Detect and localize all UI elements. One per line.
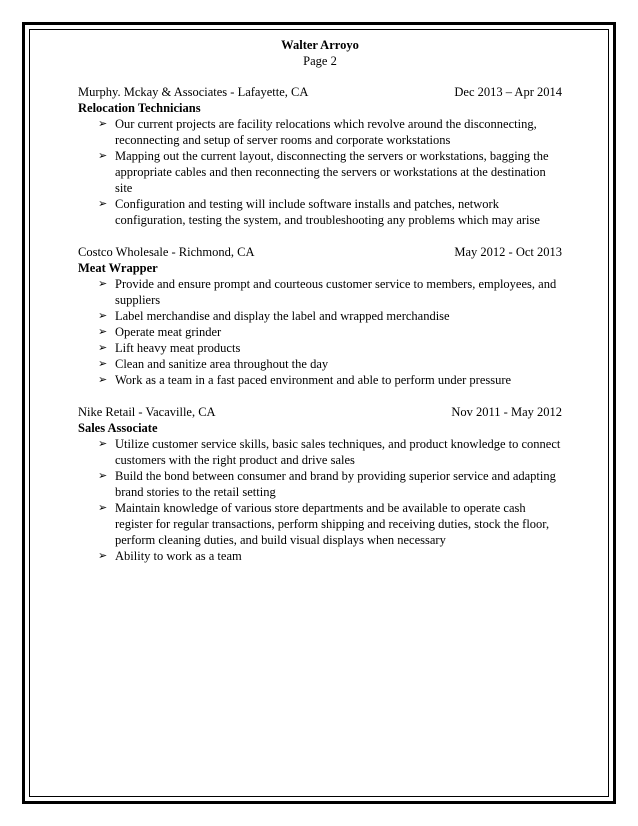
job-duties-list: [78, 116, 562, 228]
arrowhead-bullet-icon: ➢: [98, 437, 108, 450]
arrowhead-bullet-icon: ➢: [98, 325, 108, 338]
job-company: Nike Retail - Vacaville, CA: [78, 405, 216, 419]
arrowhead-bullet-icon: ➢: [98, 197, 108, 210]
job-header: [78, 244, 562, 260]
list-item: ➢ Lift heavy meat products: [98, 341, 241, 355]
job-entry-murphy-mckay: [78, 84, 562, 228]
list-item: ➢ Provide and ensure prompt and courteous customer service to members, employees, and suppliers: [98, 277, 557, 307]
job-header: [78, 404, 562, 420]
list-item: ➢ Maintain knowledge of various store departments and be available to operate cash register for regular transactions, perform shipping and receiving duties, stock the floor, perform cleaning duties, and build visual displays when necessary: [98, 501, 550, 547]
arrowhead-bullet-icon: ➢: [98, 501, 108, 514]
arrowhead-bullet-icon: ➢: [98, 373, 108, 386]
list-item: ➢ Mapping out the current layout, disconnecting the servers or workstations, bagging the appropriate cables and then reconnecting the servers or workstations at the destination site: [98, 149, 549, 195]
arrowhead-bullet-icon: ➢: [98, 549, 108, 562]
job-dates: Dec 2013 – Apr 2014: [454, 85, 562, 99]
candidate-name: Walter Arroyo: [281, 38, 359, 52]
list-item: ➢ Work as a team in a fast paced environment and able to perform under pressure: [98, 373, 512, 387]
list-item: ➢ Configuration and testing will include software installs and patches, network configuration, testing the system, and troubleshooting any problems which may arise: [98, 197, 540, 227]
arrowhead-bullet-icon: ➢: [98, 117, 108, 130]
arrowhead-bullet-icon: ➢: [98, 149, 108, 162]
arrowhead-bullet-icon: ➢: [98, 469, 108, 482]
job-title: Sales Associate: [78, 421, 158, 435]
job-company: Murphy. Mckay & Associates - Lafayette, CA: [78, 85, 309, 99]
job-duties-list: [78, 276, 562, 388]
job-title: Relocation Technicians: [78, 101, 201, 115]
list-item: ➢ Operate meat grinder: [98, 325, 222, 339]
list-item: ➢ Build the bond between consumer and brand by providing superior service and adapting brand stories to the retail setting: [98, 469, 556, 499]
arrowhead-bullet-icon: ➢: [98, 357, 108, 370]
job-entry-nike: [78, 404, 562, 564]
resume-page: [78, 37, 562, 564]
job-header: [78, 84, 562, 100]
arrowhead-bullet-icon: ➢: [98, 341, 108, 354]
list-item: ➢ Ability to work as a team: [98, 549, 242, 563]
job-dates: May 2012 - Oct 2013: [454, 245, 562, 259]
job-duties-list: [78, 436, 562, 564]
list-item: ➢ Label merchandise and display the label and wrapped merchandise: [98, 309, 450, 323]
job-company: Costco Wholesale - Richmond, CA: [78, 245, 255, 259]
job-entry-costco: [78, 244, 562, 388]
list-item: ➢ Utilize customer service skills, basic sales techniques, and product knowledge to connect customers with the right product and drive sales: [98, 437, 561, 467]
page-number: Page 2: [303, 54, 337, 68]
job-title: Meat Wrapper: [78, 261, 158, 275]
arrowhead-bullet-icon: ➢: [98, 309, 108, 322]
job-dates: Nov 2011 - May 2012: [451, 405, 562, 419]
list-item: ➢ Our current projects are facility relocations which revolve around the disconnecting, reconnecting and setup of server rooms and corporate workstations: [98, 117, 537, 147]
list-item: ➢ Clean and sanitize area throughout the day: [98, 357, 329, 371]
arrowhead-bullet-icon: ➢: [98, 277, 108, 290]
